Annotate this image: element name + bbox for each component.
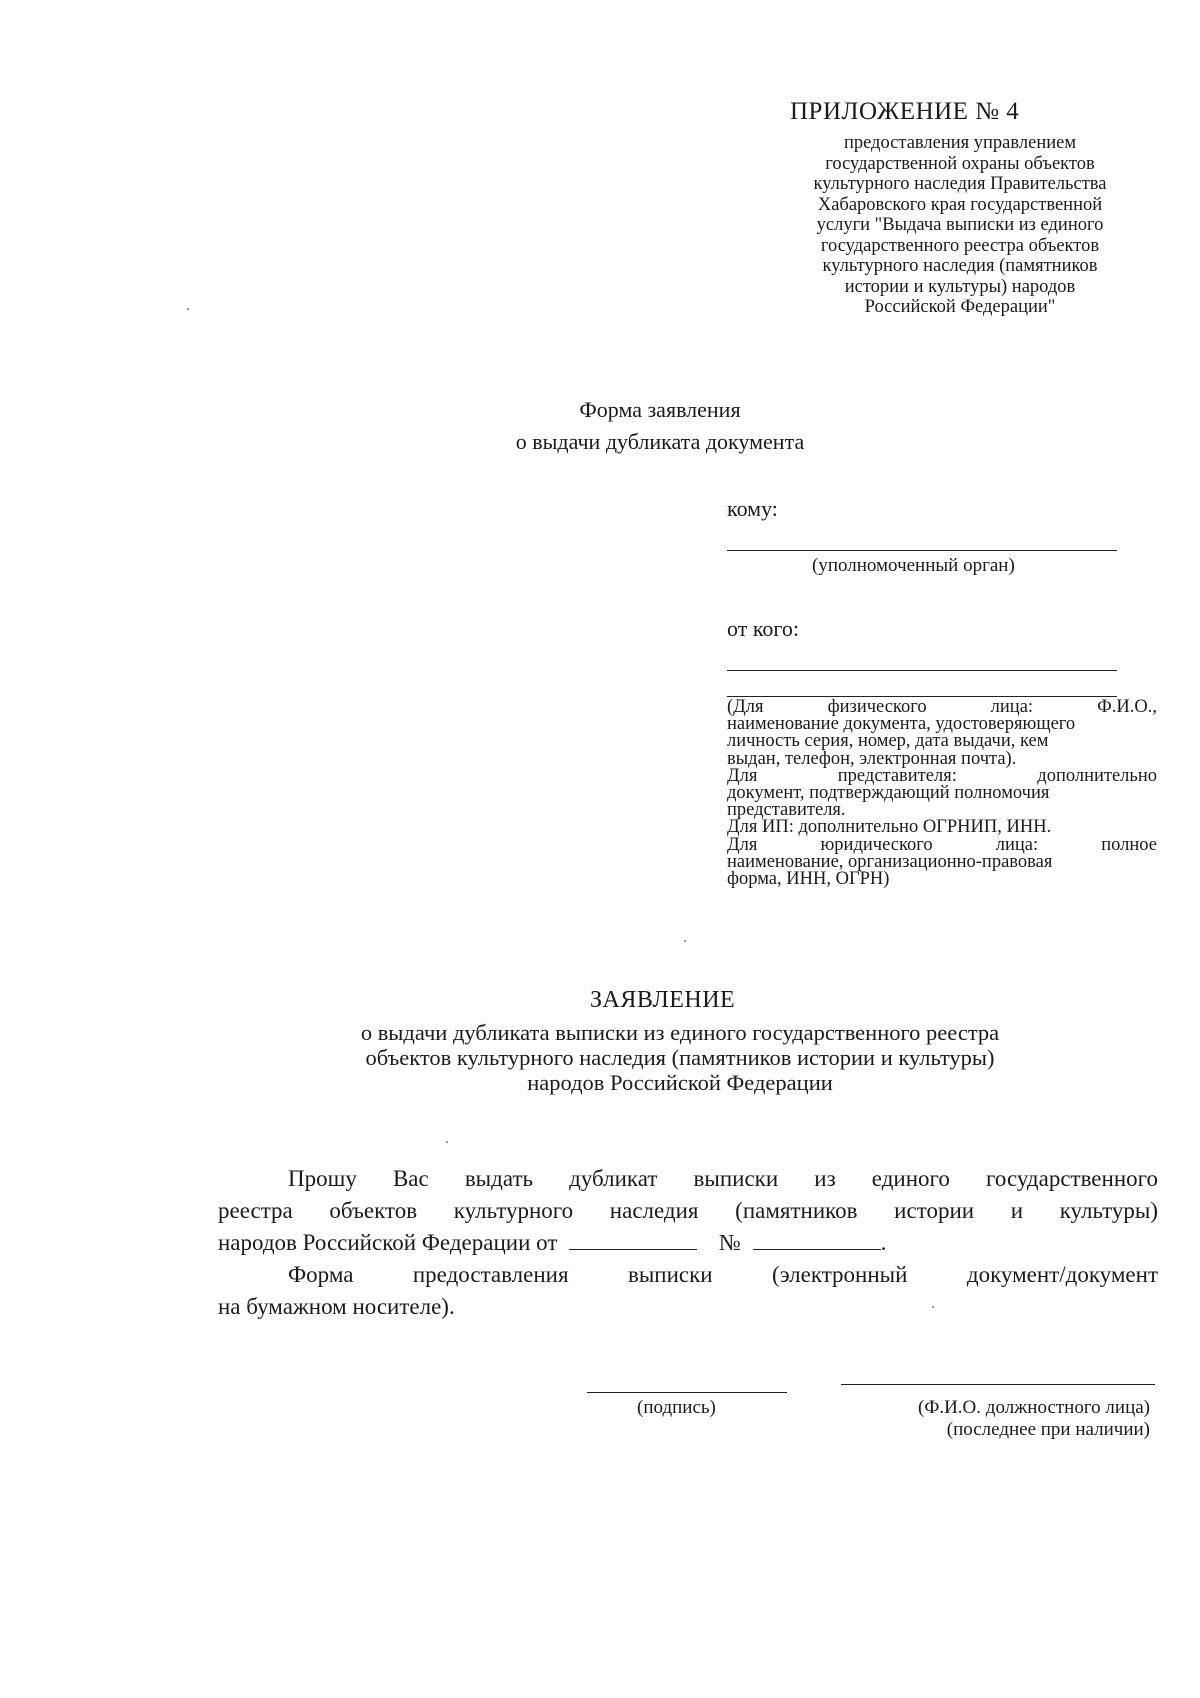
body-line-text: народов Российской Федерации от xyxy=(218,1230,558,1255)
body-line: реестра объектов культурного наследия (памятников истории и культуры) xyxy=(218,1198,1158,1223)
sender-label: от кого: xyxy=(727,616,799,641)
statement-subtitle-line: объектов культурного наследия (памятников истории и культуры) xyxy=(365,1045,995,1070)
signature-caption: (подпись) xyxy=(637,1397,716,1418)
appendix-description xyxy=(755,133,1165,318)
note-line: личность серия, номер, дата выдачи, кем xyxy=(727,731,1049,752)
statement-title: ЗАЯВЛЕНИЕ xyxy=(590,987,736,1013)
body-line-date xyxy=(218,1227,1158,1259)
note-line: представителя. xyxy=(727,800,846,821)
recipient-label: кому: xyxy=(727,496,778,521)
note-line: наименование документа, удостоверяющего xyxy=(727,714,1076,735)
appendix-description-line: предоставления управлением xyxy=(843,133,1077,153)
applicant-note xyxy=(727,699,1157,888)
form-heading-line: о выдачи дубликата документа xyxy=(515,429,805,454)
recipient-caption: (уполномоченный орган) xyxy=(812,555,1015,576)
body-line: на бумажном носителе). xyxy=(218,1294,455,1319)
number-blank[interactable] xyxy=(753,1231,881,1250)
official-name-caption-line: (Ф.И.О. должностного лица) xyxy=(918,1397,1150,1418)
note-line: (Для физического лица: Ф.И.О., xyxy=(727,697,1157,717)
appendix-description-line: государственной охраны объектов xyxy=(825,153,1095,174)
appendix-description-line: Российской Федерации" xyxy=(864,297,1056,317)
appendix-description-line: услуги "Выдача выписки из единого xyxy=(816,215,1104,235)
note-line: форма, ИНН, ОГРН) xyxy=(727,869,890,890)
statement-subtitle-line: о выдачи дубликата выписки из единого государственного реестра xyxy=(360,1020,1000,1045)
appendix-description-line: культурного наследия (памятников xyxy=(822,256,1098,276)
recipient-line[interactable] xyxy=(727,550,1117,551)
official-name-caption xyxy=(850,1397,1150,1441)
appendix-title: ПРИЛОЖЕНИЕ № 4 xyxy=(790,98,1020,125)
scan-speck xyxy=(684,940,686,942)
scan-speck xyxy=(446,1141,448,1143)
statement-subtitle-line: народов Российской Федерации xyxy=(527,1070,833,1095)
date-blank[interactable] xyxy=(569,1231,697,1250)
note-line: документ, подтверждающий полномочия xyxy=(727,783,1050,804)
note-line: Для представителя: дополнительно xyxy=(727,765,1157,786)
note-line: Для ИП: дополнительно ОГРНИП, ИНН. xyxy=(727,817,1052,838)
official-name-line[interactable] xyxy=(841,1384,1155,1385)
official-name-caption-line: (последнее при наличии) xyxy=(946,1419,1150,1440)
form-heading xyxy=(380,394,940,458)
note-line: наименование, организационно-правовая xyxy=(727,851,1053,872)
period: . xyxy=(880,1230,887,1255)
sender-line-1[interactable] xyxy=(727,670,1117,671)
number-sign: № xyxy=(718,1230,741,1255)
appendix-description-line: Хабаровского края государственной xyxy=(817,194,1103,215)
body-line: Форма предоставления выписки (электронный документ/документ xyxy=(288,1262,1158,1287)
body-line: Прошу Вас выдать дубликат выписки из единого государственного xyxy=(288,1166,1158,1191)
form-heading-line: Форма заявления xyxy=(579,397,741,422)
statement-subtitle xyxy=(240,1020,1120,1095)
note-line: выдан, телефон, электронная почта). xyxy=(727,748,1017,769)
scan-speck xyxy=(187,308,189,310)
appendix-description-line: государственного реестра объектов xyxy=(820,235,1100,256)
statement-body xyxy=(218,1163,1158,1323)
appendix-description-line: культурного наследия Правительства xyxy=(813,174,1107,194)
appendix-description-line: истории и культуры) народов xyxy=(844,276,1076,297)
note-line: Для юридического лица: полное xyxy=(727,834,1157,855)
signature-line[interactable] xyxy=(587,1392,787,1393)
scan-speck xyxy=(932,1306,934,1308)
